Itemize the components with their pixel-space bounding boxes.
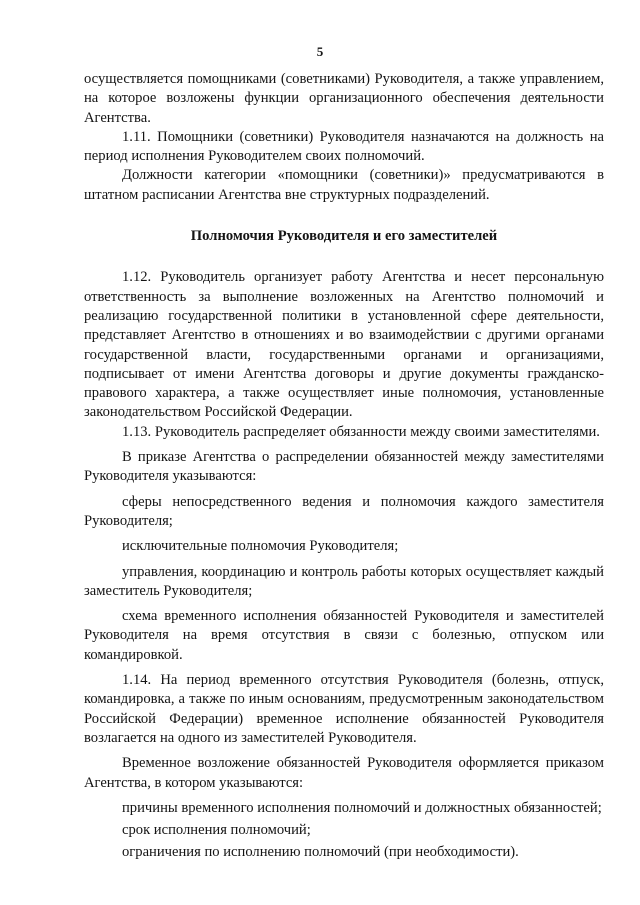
paragraph-1-11: 1.11. Помощники (советники) Руководителя назначаются на должность на период исполнения Руководителем своих полномочий. bbox=[84, 128, 604, 165]
list-item-reasons: причины временного исполнения полномочий и должностных обязанностей; bbox=[122, 799, 602, 816]
paragraph-advisors-positions: Должности категории «помощники (советники)» предусматриваются в штатном расписании Агентства вне структурных подразделений. bbox=[84, 167, 604, 203]
list-item-restrictions: ограничения по исполнению полномочий (при необходимости). bbox=[122, 844, 519, 861]
list-item-spheres: сферы непосредственного ведения и полномочия каждого заместителя Руководителя; bbox=[84, 493, 604, 529]
paragraph-1-12: 1.12. Руководитель организует работу Агентства и несет персональную ответственность за выполнение возложенных на Агентство полномочий и реализацию государственной политики в установленной сфере деятельности, представляет Агентство в отношениях и во взаимодействии с другими органами государственной власти, государственными органами и организациями, подписывает от имени Агентства договоры и другие документы гражданско-правового характера, а также осуществляет иные полномочия, установленные законодательством Российской Федерации. bbox=[84, 269, 604, 421]
page-number: 5 bbox=[316, 44, 324, 59]
list-item-exclusive-powers: исключительные полномочия Руководителя; bbox=[122, 538, 399, 555]
paragraph-1-13: 1.13. Руководитель распределяет обязанности между своими заместителями. bbox=[122, 423, 600, 440]
list-item-departments: управления, координацию и контроль работы которых осуществляет каждый заместитель Руководителя; bbox=[84, 563, 604, 599]
list-item-substitution-scheme: схема временного исполнения обязанностей Руководителя и заместителей Руководителя на время отсутствия в связи с болезнью, отпуском или командировкой. bbox=[84, 608, 604, 663]
section-heading: Полномочия Руководителя и его заместителей bbox=[190, 228, 498, 245]
paragraph-temporary-order: Временное возложение обязанностей Руководителя оформляется приказом Агентства, в котором указываются: bbox=[84, 755, 604, 791]
list-item-term: срок исполнения полномочий; bbox=[122, 822, 311, 839]
document-body bbox=[84, 70, 604, 863]
paragraph-1-14: 1.14. На период временного отсутствия Руководителя (болезнь, отпуск, командировка, а также по иным основаниям, предусмотренным законодательством Российской Федерации) временное исполнение обязанностей Руководителя возлагается на одного из заместителей Руководителя. bbox=[84, 672, 604, 746]
paragraph-continuation: осуществляется помощниками (советниками) Руководителя, а также управлением, на которое возложены функции организационного обеспечения деятельности Агентства. bbox=[84, 71, 604, 126]
paragraph-order-list-intro: В приказе Агентства о распределении обязанностей между заместителями Руководителя указываются: bbox=[84, 449, 604, 485]
